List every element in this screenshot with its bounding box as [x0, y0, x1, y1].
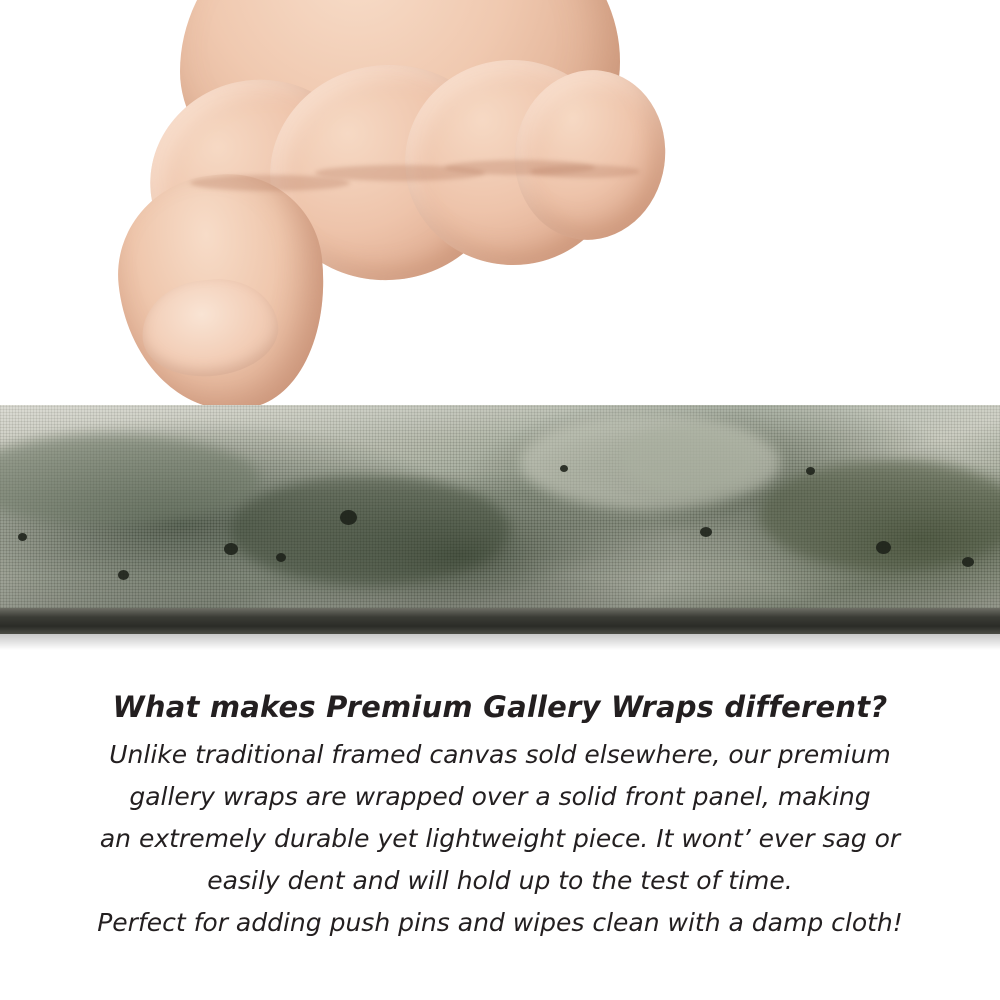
canvas-speck	[224, 543, 238, 555]
canvas-speck	[276, 553, 286, 562]
caption-block	[0, 690, 1000, 948]
canvas-speck	[560, 465, 568, 472]
canvas-texture-smudge	[620, 425, 760, 495]
caption-body	[0, 738, 1000, 939]
canvas-texture-smudge	[0, 435, 260, 525]
caption-line: Unlike traditional framed canvas sold elsewhere, our premium	[109, 740, 891, 769]
canvas-speck	[118, 570, 129, 580]
hand-illustration	[120, 0, 640, 420]
caption-line: easily dent and will hold up to the test of time.	[207, 866, 793, 895]
canvas-speck	[962, 557, 974, 567]
canvas-texture-smudge	[230, 475, 510, 585]
canvas-drop-shadow	[0, 634, 1000, 650]
canvas-speck	[876, 541, 891, 554]
canvas-speck	[806, 467, 815, 475]
skin-crease	[190, 175, 350, 191]
canvas-wrap-strip	[0, 405, 1000, 620]
canvas-speck	[18, 533, 27, 541]
canvas-speck	[700, 527, 712, 537]
skin-crease	[530, 165, 640, 178]
canvas-wrap-bottom-edge	[0, 608, 1000, 634]
caption-line: gallery wraps are wrapped over a solid front panel, making	[129, 782, 871, 811]
caption-line: Perfect for adding push pins and wipes clean with a damp cloth!	[97, 908, 903, 937]
caption-heading: What makes Premium Gallery Wraps different?	[112, 690, 888, 724]
canvas-speck	[340, 510, 357, 525]
caption-line: an extremely durable yet lightweight piece. It wont’ ever sag or	[99, 824, 901, 853]
